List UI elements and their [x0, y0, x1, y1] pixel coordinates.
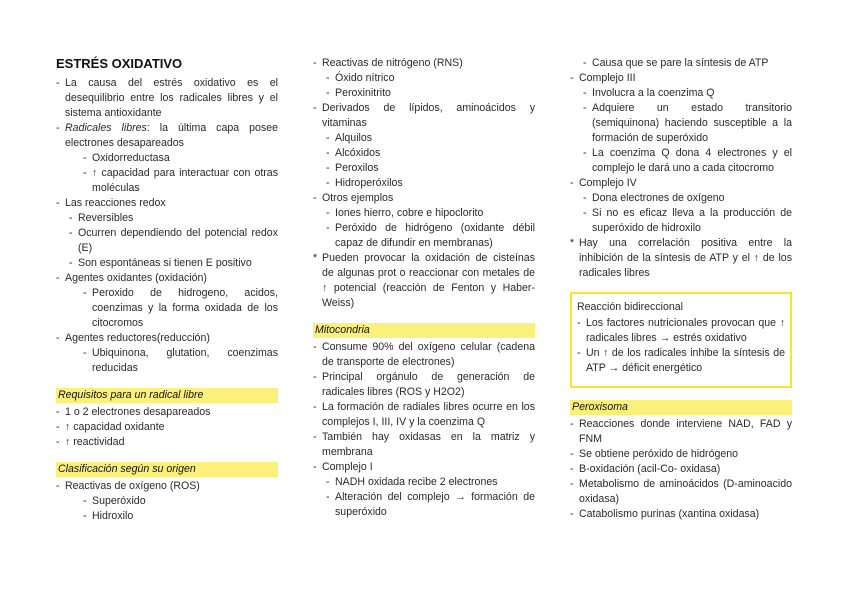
complejos-list [570, 56, 792, 281]
list-item: - La causa del estrés oxidativo es el desequilibrio entre los radicales libres y el sistema antioxidante [56, 76, 278, 121]
list-item: - Las reacciones redox [56, 196, 278, 211]
list-item: - Iones hierro, cobre e hipoclorito [313, 206, 535, 221]
list-item: - Consume 90% del oxígeno celular (cadena de transporte de electrones) [313, 340, 535, 370]
list-item: - Superóxido [56, 494, 278, 509]
heading-peroxisoma: Peroxisoma [570, 400, 792, 415]
list-item: - Peroxido de hidrogeno, acidos, coenzimas y la forma oxidada de los citocromos [56, 286, 278, 331]
list-item: - ↑ capacidad oxidante [56, 420, 278, 435]
list-item: - La formación de radiales libres ocurre en los complejos I, III, IV y la coenzima Q [313, 400, 535, 430]
list-item: - Metabolismo de aminoácidos (D-aminoacido oxidasa) [570, 477, 792, 507]
heading-requisitos: Requisitos para un radical libre [56, 388, 278, 403]
list-item: - Peroxinitrito [313, 86, 535, 101]
list-item: - Hidroxilo [56, 509, 278, 524]
heading-mitocondria: Mitocondria [313, 323, 535, 338]
list-item: - Causa que se pare la síntesis de ATP [570, 56, 792, 71]
list-item: - ↑ reactividad [56, 435, 278, 450]
list-item: - NADH oxidada recibe 2 electrones [313, 475, 535, 490]
column-2 [313, 56, 535, 520]
list-item: - Complejo I [313, 460, 535, 475]
rns-list [313, 56, 535, 311]
box-title: Reacción bidireccional [577, 301, 683, 313]
list-item: - ↑ capacidad para interactuar con otras moléculas [56, 166, 278, 196]
list-item: - Alquilos [313, 131, 535, 146]
list-item: - Reacciones donde interviene NAD, FAD y FNM [570, 417, 792, 447]
list-item: - Complejo IV [570, 176, 792, 191]
note-item: * Pueden provocar la oxidación de cisteínas de algunas prot o reaccionar con metales de ↑ potencial (reacción de Fenton y Haber-Weiss) [313, 251, 535, 311]
list-item: - Reactivas de nitrógeno (RNS) [313, 56, 535, 71]
mitocondria-list [313, 340, 535, 520]
list-item: - Alteración del complejo → formación de superóxido [313, 490, 535, 520]
list-item: - Si no es eficaz lleva a la producción de superóxido de hidroxilo [570, 206, 792, 236]
list-item: - Adquiere un estado transitorio (semiquinona) haciendo susceptible a la formación de superóxido [570, 101, 792, 146]
list-item: - Involucra a la coenzima Q [570, 86, 792, 101]
list-item: - Reactivas de oxígeno (ROS) [56, 479, 278, 494]
list-item: - Principal orgánulo de generación de radicales libres (ROS y H2O2) [313, 370, 535, 400]
term-definition: : la última capa posee electrones desapareados [65, 122, 278, 149]
peroxisoma-list [570, 417, 792, 522]
list-item: - Ubiquinona, glutation, coenzimas reducidas [56, 346, 278, 376]
list-item: - 1 o 2 electrones desapareados [56, 405, 278, 420]
term-radicales: Radicales libres [65, 122, 147, 134]
list-item: - Un ↑ de los radicales inhibe la síntesis de ATP → déficit energético [577, 346, 785, 376]
column-1 [56, 56, 278, 524]
box-list [577, 316, 785, 376]
page-title: ESTRÉS OXIDATIVO [56, 56, 183, 71]
list-item: - Son espontáneas si tienen E positivo [56, 256, 278, 271]
list-item: - Otros ejemplos [313, 191, 535, 206]
list-item: - Óxido nítrico [313, 71, 535, 86]
heading-clasificacion: Clasificación según su origen [56, 462, 278, 477]
clasificacion-list [56, 479, 278, 524]
list-item: - Reversibles [56, 211, 278, 226]
list-item: - La coenzima Q dona 4 electrones y el complejo le dará uno a cada citocromo [570, 146, 792, 176]
list-item: - Derivados de lípidos, aminoácidos y vitaminas [313, 101, 535, 131]
list-item: - Catabolismo purinas (xantina oxidasa) [570, 507, 792, 522]
bidirectional-box [570, 292, 792, 388]
list-item: - Se obtiene peróxido de hidrógeno [570, 447, 792, 462]
note-item: * Hay una correlación positiva entre la inhibición de la síntesis de ATP y el ↑ de los radicales libres [570, 236, 792, 281]
list-item: - Complejo III [570, 71, 792, 86]
list-item: - Dona electrones de oxígeno [570, 191, 792, 206]
list-item: - También hay oxidasas en la matriz y membrana [313, 430, 535, 460]
list-item: - Peróxido de hidrógeno (oxidante débil capaz de difundir en membranas) [313, 221, 535, 251]
list-item: - Oxidorreductasa [56, 151, 278, 166]
list-item: - Peroxilos [313, 161, 535, 176]
list-item: - Hidroperóxilos [313, 176, 535, 191]
list-item: - B-oxidación (acil-Co- oxidasa) [570, 462, 792, 477]
column-3 [570, 56, 792, 522]
list-item: - Ocurren dependiendo del potencial redox (E) [56, 226, 278, 256]
requisitos-list [56, 405, 278, 450]
list-item: - Agentes reductores(reducción) [56, 331, 278, 346]
list-item: - Los factores nutricionales provocan que ↑ radicales libres → estrés oxidativo [577, 316, 785, 346]
list-item: - Alcóxidos [313, 146, 535, 161]
list-item [56, 121, 278, 151]
list-item: - Agentes oxidantes (oxidación) [56, 271, 278, 286]
intro-list [56, 76, 278, 376]
